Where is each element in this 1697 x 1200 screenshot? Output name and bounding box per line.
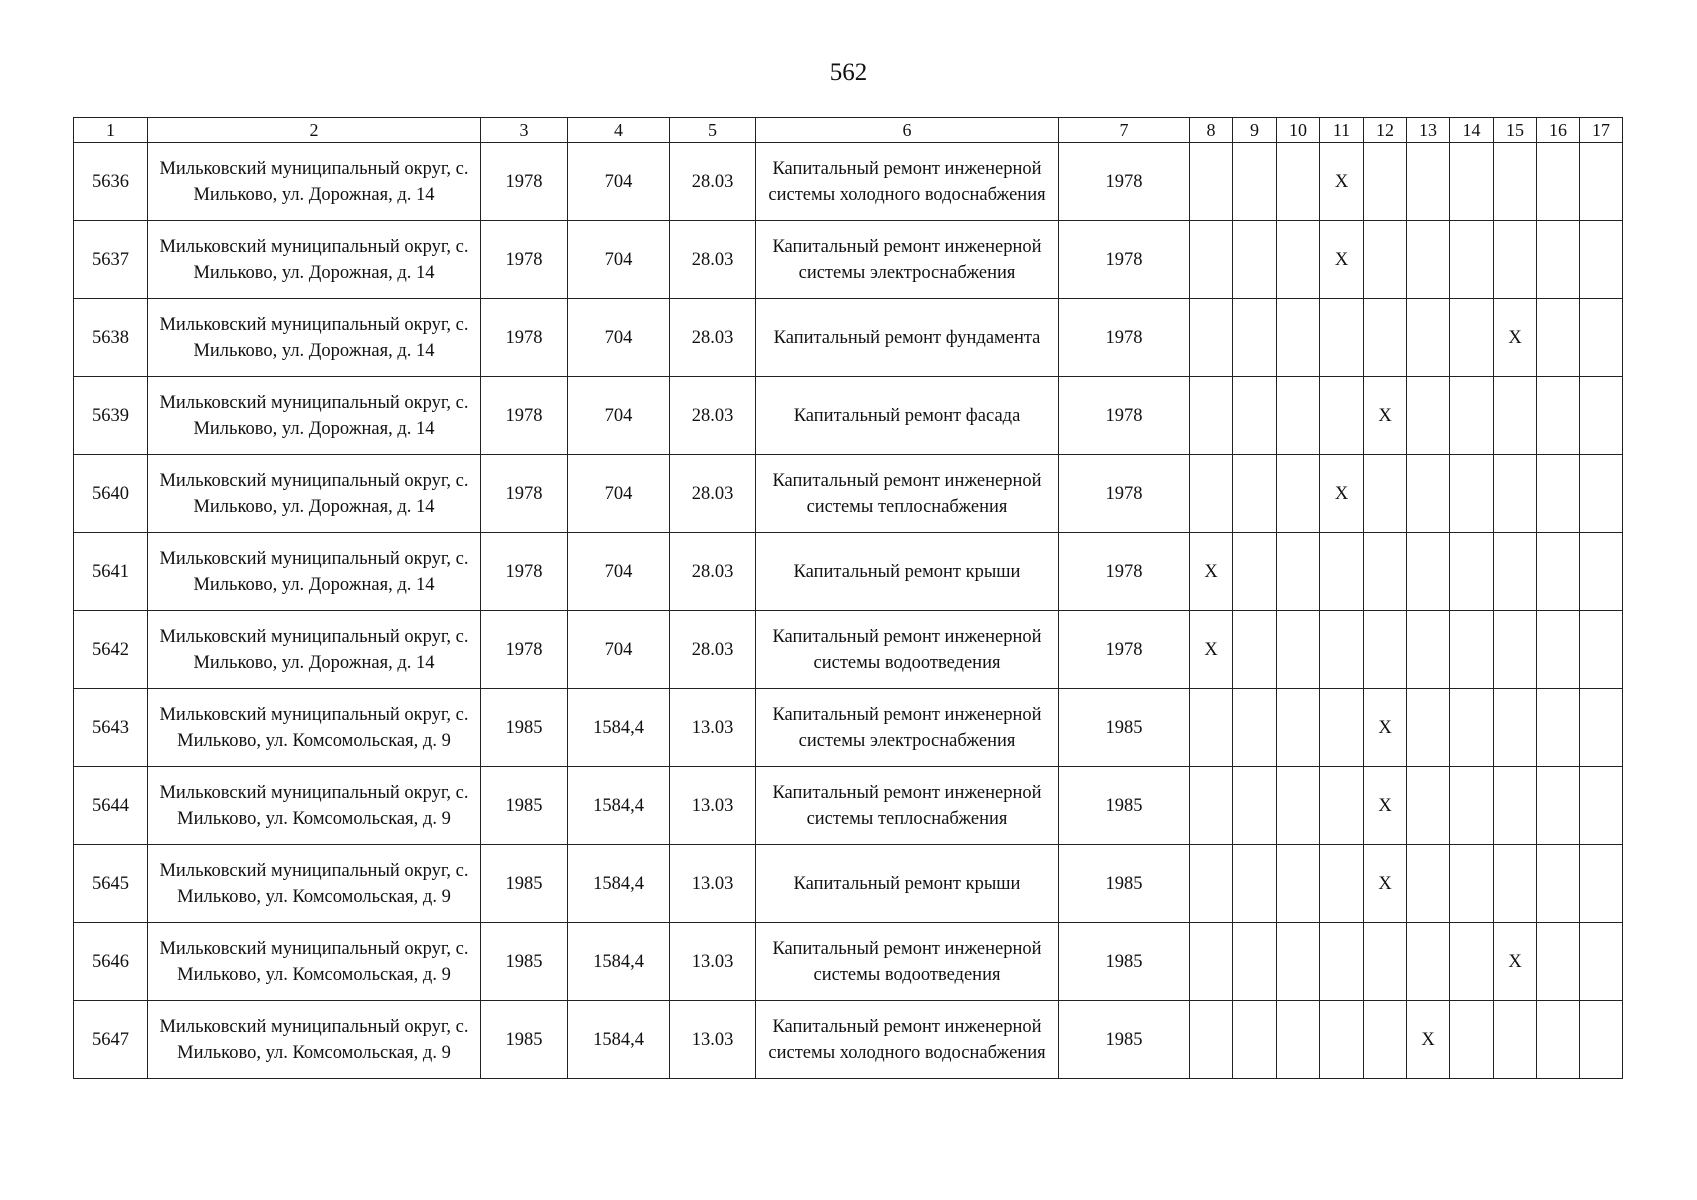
cell-empty-col-13 xyxy=(1407,299,1450,377)
cell-empty-col-14 xyxy=(1450,455,1494,533)
cell-empty-col-16 xyxy=(1537,1001,1580,1079)
cell-work-type: Капитальный ремонт инженерной системы водоотведения xyxy=(756,611,1059,689)
cell-year: 1985 xyxy=(1059,767,1190,845)
cell-empty-col-14 xyxy=(1450,1001,1494,1079)
cell-number: 5643 xyxy=(74,689,148,767)
cell-year-built: 1978 xyxy=(481,455,568,533)
cell-wear: 13.03 xyxy=(670,1001,756,1079)
cell-empty-col-17 xyxy=(1580,1001,1623,1079)
cell-empty-col-16 xyxy=(1537,377,1580,455)
cell-empty-col-8 xyxy=(1190,767,1233,845)
column-header-12: 12 xyxy=(1364,118,1407,143)
cell-empty-col-13 xyxy=(1407,767,1450,845)
column-header-6: 6 xyxy=(756,118,1059,143)
cell-empty-col-10 xyxy=(1277,689,1320,767)
cell-empty-col-15 xyxy=(1494,221,1537,299)
cell-empty-col-11 xyxy=(1320,689,1364,767)
cell-empty-col-11 xyxy=(1320,299,1364,377)
cell-number: 5637 xyxy=(74,221,148,299)
cell-empty-col-11 xyxy=(1320,767,1364,845)
cell-empty-col-10 xyxy=(1277,299,1320,377)
cell-year: 1985 xyxy=(1059,1001,1190,1079)
table-row xyxy=(74,845,1623,923)
cell-empty-col-17 xyxy=(1580,377,1623,455)
cell-address: Мильковский муниципальный округ, с. Мильково, ул. Комсомольская, д. 9 xyxy=(148,923,481,1001)
cell-empty-col-10 xyxy=(1277,533,1320,611)
cell-empty-col-13 xyxy=(1407,611,1450,689)
cell-empty-col-14 xyxy=(1450,143,1494,221)
column-header-10: 10 xyxy=(1277,118,1320,143)
cell-work-type: Капитальный ремонт инженерной системы холодного водоснабжения xyxy=(756,1001,1059,1079)
cell-empty-col-13 xyxy=(1407,221,1450,299)
cell-year-built: 1978 xyxy=(481,377,568,455)
cell-empty-col-9 xyxy=(1233,1001,1277,1079)
cell-work-type: Капитальный ремонт крыши xyxy=(756,845,1059,923)
cell-work-type: Капитальный ремонт фундамента xyxy=(756,299,1059,377)
cell-wear: 13.03 xyxy=(670,845,756,923)
cell-mark-col-11: X xyxy=(1320,221,1364,299)
cell-mark-col-15: X xyxy=(1494,923,1537,1001)
table-body xyxy=(74,143,1623,1079)
cell-empty-col-17 xyxy=(1580,455,1623,533)
cell-address: Мильковский муниципальный округ, с. Мильково, ул. Дорожная, д. 14 xyxy=(148,533,481,611)
cell-empty-col-9 xyxy=(1233,299,1277,377)
column-header-17: 17 xyxy=(1580,118,1623,143)
cell-year: 1985 xyxy=(1059,845,1190,923)
cell-empty-col-9 xyxy=(1233,689,1277,767)
cell-empty-col-15 xyxy=(1494,455,1537,533)
cell-empty-col-16 xyxy=(1537,299,1580,377)
cell-empty-col-13 xyxy=(1407,377,1450,455)
cell-empty-col-13 xyxy=(1407,845,1450,923)
cell-address: Мильковский муниципальный округ, с. Мильково, ул. Дорожная, д. 14 xyxy=(148,377,481,455)
cell-area: 1584,4 xyxy=(568,923,670,1001)
cell-empty-col-13 xyxy=(1407,923,1450,1001)
cell-number: 5642 xyxy=(74,611,148,689)
cell-wear: 28.03 xyxy=(670,377,756,455)
cell-empty-col-8 xyxy=(1190,143,1233,221)
cell-work-type: Капитальный ремонт инженерной системы водоотведения xyxy=(756,923,1059,1001)
cell-address: Мильковский муниципальный округ, с. Мильково, ул. Дорожная, д. 14 xyxy=(148,299,481,377)
table-row xyxy=(74,299,1623,377)
cell-empty-col-9 xyxy=(1233,143,1277,221)
cell-empty-col-17 xyxy=(1580,143,1623,221)
table-row xyxy=(74,767,1623,845)
cell-empty-col-11 xyxy=(1320,1001,1364,1079)
column-header-1: 1 xyxy=(74,118,148,143)
table-row xyxy=(74,221,1623,299)
cell-empty-col-8 xyxy=(1190,377,1233,455)
cell-empty-col-8 xyxy=(1190,689,1233,767)
cell-year: 1978 xyxy=(1059,611,1190,689)
cell-empty-col-13 xyxy=(1407,533,1450,611)
cell-empty-col-13 xyxy=(1407,455,1450,533)
cell-empty-col-9 xyxy=(1233,611,1277,689)
cell-wear: 28.03 xyxy=(670,299,756,377)
cell-area: 1584,4 xyxy=(568,689,670,767)
cell-mark-col-12: X xyxy=(1364,689,1407,767)
cell-empty-col-8 xyxy=(1190,455,1233,533)
table-row xyxy=(74,455,1623,533)
cell-address: Мильковский муниципальный округ, с. Мильково, ул. Комсомольская, д. 9 xyxy=(148,845,481,923)
table-header xyxy=(74,118,1623,143)
cell-address: Мильковский муниципальный округ, с. Мильково, ул. Комсомольская, д. 9 xyxy=(148,689,481,767)
cell-area: 704 xyxy=(568,299,670,377)
cell-work-type: Капитальный ремонт инженерной системы теплоснабжения xyxy=(756,455,1059,533)
cell-wear: 28.03 xyxy=(670,455,756,533)
cell-empty-col-17 xyxy=(1580,689,1623,767)
column-header-16: 16 xyxy=(1537,118,1580,143)
cell-empty-col-15 xyxy=(1494,1001,1537,1079)
cell-empty-col-14 xyxy=(1450,689,1494,767)
table-row xyxy=(74,689,1623,767)
column-header-5: 5 xyxy=(670,118,756,143)
cell-empty-col-12 xyxy=(1364,533,1407,611)
cell-empty-col-12 xyxy=(1364,143,1407,221)
works-table xyxy=(73,117,1623,1079)
cell-year: 1978 xyxy=(1059,533,1190,611)
cell-empty-col-17 xyxy=(1580,845,1623,923)
cell-empty-col-12 xyxy=(1364,299,1407,377)
cell-empty-col-9 xyxy=(1233,845,1277,923)
cell-empty-col-16 xyxy=(1537,455,1580,533)
table-row xyxy=(74,1001,1623,1079)
table-row xyxy=(74,377,1623,455)
table-row xyxy=(74,923,1623,1001)
cell-number: 5647 xyxy=(74,1001,148,1079)
cell-area: 1584,4 xyxy=(568,767,670,845)
cell-empty-col-16 xyxy=(1537,689,1580,767)
column-header-2: 2 xyxy=(148,118,481,143)
cell-year-built: 1985 xyxy=(481,845,568,923)
cell-empty-col-15 xyxy=(1494,611,1537,689)
cell-empty-col-14 xyxy=(1450,533,1494,611)
cell-empty-col-14 xyxy=(1450,221,1494,299)
cell-year: 1985 xyxy=(1059,923,1190,1001)
cell-empty-col-15 xyxy=(1494,767,1537,845)
cell-year-built: 1978 xyxy=(481,533,568,611)
cell-empty-col-8 xyxy=(1190,299,1233,377)
cell-empty-col-16 xyxy=(1537,143,1580,221)
cell-empty-col-14 xyxy=(1450,377,1494,455)
cell-year-built: 1978 xyxy=(481,221,568,299)
cell-work-type: Капитальный ремонт инженерной системы электроснабжения xyxy=(756,689,1059,767)
cell-empty-col-9 xyxy=(1233,923,1277,1001)
cell-empty-col-9 xyxy=(1233,767,1277,845)
cell-empty-col-10 xyxy=(1277,845,1320,923)
cell-work-type: Капитальный ремонт фасада xyxy=(756,377,1059,455)
cell-empty-col-10 xyxy=(1277,455,1320,533)
cell-empty-col-17 xyxy=(1580,299,1623,377)
cell-number: 5641 xyxy=(74,533,148,611)
cell-empty-col-15 xyxy=(1494,533,1537,611)
cell-address: Мильковский муниципальный округ, с. Мильково, ул. Дорожная, д. 14 xyxy=(148,221,481,299)
cell-number: 5636 xyxy=(74,143,148,221)
cell-empty-col-9 xyxy=(1233,533,1277,611)
cell-empty-col-9 xyxy=(1233,377,1277,455)
cell-work-type: Капитальный ремонт крыши xyxy=(756,533,1059,611)
cell-number: 5646 xyxy=(74,923,148,1001)
cell-year: 1985 xyxy=(1059,689,1190,767)
column-header-11: 11 xyxy=(1320,118,1364,143)
cell-empty-col-17 xyxy=(1580,611,1623,689)
column-header-13: 13 xyxy=(1407,118,1450,143)
cell-year-built: 1985 xyxy=(481,767,568,845)
cell-empty-col-16 xyxy=(1537,221,1580,299)
cell-area: 704 xyxy=(568,221,670,299)
cell-wear: 28.03 xyxy=(670,611,756,689)
cell-empty-col-16 xyxy=(1537,611,1580,689)
cell-wear: 13.03 xyxy=(670,923,756,1001)
cell-mark-col-11: X xyxy=(1320,455,1364,533)
column-header-4: 4 xyxy=(568,118,670,143)
cell-empty-col-16 xyxy=(1537,533,1580,611)
cell-empty-col-15 xyxy=(1494,143,1537,221)
cell-empty-col-12 xyxy=(1364,923,1407,1001)
cell-work-type: Капитальный ремонт инженерной системы холодного водоснабжения xyxy=(756,143,1059,221)
cell-number: 5644 xyxy=(74,767,148,845)
cell-empty-col-15 xyxy=(1494,845,1537,923)
cell-empty-col-14 xyxy=(1450,611,1494,689)
cell-empty-col-13 xyxy=(1407,143,1450,221)
cell-area: 704 xyxy=(568,611,670,689)
cell-number: 5640 xyxy=(74,455,148,533)
cell-area: 704 xyxy=(568,377,670,455)
column-header-8: 8 xyxy=(1190,118,1233,143)
cell-address: Мильковский муниципальный округ, с. Мильково, ул. Дорожная, д. 14 xyxy=(148,143,481,221)
cell-empty-col-14 xyxy=(1450,845,1494,923)
cell-year-built: 1985 xyxy=(481,923,568,1001)
column-header-3: 3 xyxy=(481,118,568,143)
cell-empty-col-15 xyxy=(1494,377,1537,455)
cell-empty-col-10 xyxy=(1277,1001,1320,1079)
column-header-15: 15 xyxy=(1494,118,1537,143)
cell-mark-col-15: X xyxy=(1494,299,1537,377)
cell-year-built: 1985 xyxy=(481,689,568,767)
cell-address: Мильковский муниципальный округ, с. Мильково, ул. Дорожная, д. 14 xyxy=(148,611,481,689)
cell-year: 1978 xyxy=(1059,221,1190,299)
cell-empty-col-17 xyxy=(1580,923,1623,1001)
cell-wear: 28.03 xyxy=(670,533,756,611)
column-header-7: 7 xyxy=(1059,118,1190,143)
cell-address: Мильковский муниципальный округ, с. Мильково, ул. Комсомольская, д. 9 xyxy=(148,1001,481,1079)
cell-year: 1978 xyxy=(1059,377,1190,455)
cell-area: 704 xyxy=(568,455,670,533)
cell-empty-col-11 xyxy=(1320,611,1364,689)
cell-number: 5639 xyxy=(74,377,148,455)
cell-wear: 28.03 xyxy=(670,143,756,221)
cell-empty-col-16 xyxy=(1537,767,1580,845)
cell-address: Мильковский муниципальный округ, с. Мильково, ул. Дорожная, д. 14 xyxy=(148,455,481,533)
header-row xyxy=(74,118,1623,143)
cell-mark-col-11: X xyxy=(1320,143,1364,221)
cell-empty-col-11 xyxy=(1320,377,1364,455)
column-header-14: 14 xyxy=(1450,118,1494,143)
cell-empty-col-9 xyxy=(1233,455,1277,533)
cell-wear: 13.03 xyxy=(670,689,756,767)
cell-empty-col-16 xyxy=(1537,845,1580,923)
cell-empty-col-14 xyxy=(1450,299,1494,377)
cell-empty-col-11 xyxy=(1320,533,1364,611)
cell-mark-col-12: X xyxy=(1364,845,1407,923)
cell-work-type: Капитальный ремонт инженерной системы электроснабжения xyxy=(756,221,1059,299)
cell-empty-col-10 xyxy=(1277,143,1320,221)
cell-empty-col-12 xyxy=(1364,455,1407,533)
cell-area: 704 xyxy=(568,143,670,221)
cell-wear: 28.03 xyxy=(670,221,756,299)
cell-year: 1978 xyxy=(1059,299,1190,377)
cell-empty-col-8 xyxy=(1190,845,1233,923)
cell-wear: 13.03 xyxy=(670,767,756,845)
cell-empty-col-10 xyxy=(1277,611,1320,689)
cell-work-type: Капитальный ремонт инженерной системы теплоснабжения xyxy=(756,767,1059,845)
cell-empty-col-9 xyxy=(1233,221,1277,299)
table-row xyxy=(74,611,1623,689)
cell-empty-col-14 xyxy=(1450,923,1494,1001)
cell-year-built: 1978 xyxy=(481,299,568,377)
cell-empty-col-17 xyxy=(1580,221,1623,299)
cell-mark-col-8: X xyxy=(1190,611,1233,689)
cell-area: 704 xyxy=(568,533,670,611)
cell-mark-col-12: X xyxy=(1364,377,1407,455)
cell-empty-col-14 xyxy=(1450,767,1494,845)
cell-empty-col-11 xyxy=(1320,923,1364,1001)
cell-empty-col-10 xyxy=(1277,923,1320,1001)
cell-mark-col-12: X xyxy=(1364,767,1407,845)
cell-year-built: 1985 xyxy=(481,1001,568,1079)
table-row xyxy=(74,143,1623,221)
cell-empty-col-12 xyxy=(1364,1001,1407,1079)
cell-empty-col-8 xyxy=(1190,1001,1233,1079)
cell-empty-col-8 xyxy=(1190,923,1233,1001)
cell-year: 1978 xyxy=(1059,455,1190,533)
page-number: 562 xyxy=(829,59,868,86)
cell-number: 5638 xyxy=(74,299,148,377)
cell-empty-col-13 xyxy=(1407,689,1450,767)
cell-year: 1978 xyxy=(1059,143,1190,221)
cell-empty-col-10 xyxy=(1277,767,1320,845)
cell-empty-col-11 xyxy=(1320,845,1364,923)
column-header-9: 9 xyxy=(1233,118,1277,143)
cell-empty-col-8 xyxy=(1190,221,1233,299)
cell-area: 1584,4 xyxy=(568,845,670,923)
cell-empty-col-12 xyxy=(1364,611,1407,689)
cell-empty-col-12 xyxy=(1364,221,1407,299)
cell-year-built: 1978 xyxy=(481,143,568,221)
cell-year-built: 1978 xyxy=(481,611,568,689)
cell-address: Мильковский муниципальный округ, с. Мильково, ул. Комсомольская, д. 9 xyxy=(148,767,481,845)
cell-empty-col-17 xyxy=(1580,533,1623,611)
cell-empty-col-16 xyxy=(1537,923,1580,1001)
cell-empty-col-10 xyxy=(1277,377,1320,455)
cell-area: 1584,4 xyxy=(568,1001,670,1079)
cell-empty-col-10 xyxy=(1277,221,1320,299)
table-row xyxy=(74,533,1623,611)
cell-mark-col-8: X xyxy=(1190,533,1233,611)
cell-empty-col-15 xyxy=(1494,689,1537,767)
cell-number: 5645 xyxy=(74,845,148,923)
cell-mark-col-13: X xyxy=(1407,1001,1450,1079)
cell-empty-col-17 xyxy=(1580,767,1623,845)
